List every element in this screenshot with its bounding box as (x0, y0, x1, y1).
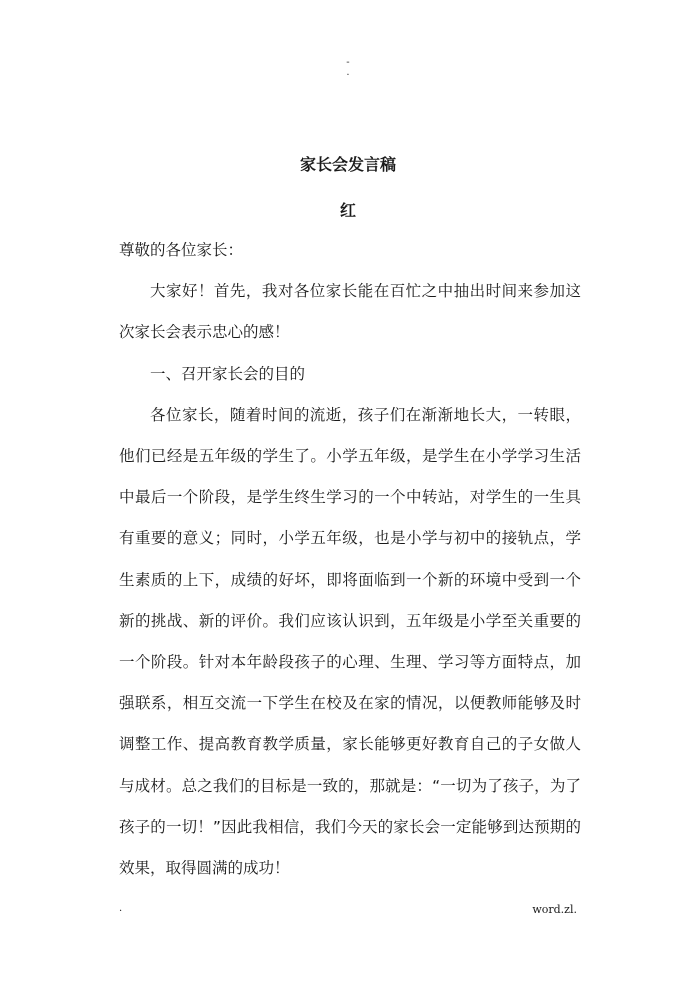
document-title: 家长会发言稿 (299, 155, 396, 174)
header-dash: - (346, 57, 350, 68)
footer-left-mark: . (119, 903, 123, 914)
page-header-marks (0, 58, 696, 78)
document-body (119, 230, 581, 889)
author-name: 红 (339, 201, 356, 220)
header-dot: . (346, 67, 350, 78)
greeting: 尊敬的各位家长： (119, 241, 244, 259)
paragraph-opening: 大家好！首先，我对各位家长能在百忙之中抽出时间来参加这次家长会表示忠心的感！ (119, 282, 581, 342)
section-heading: 一、召开家长会的目的 (150, 364, 306, 383)
paragraph-purpose: 各位家长，随着时间的流逝，孩子们在渐渐地长大，一转眼，他们已经是五年级的学生了。小学五年级，是学生在小学学习生活中最后一个阶段，是学生终生学习的一个中转站，对学生的一生具有重要的意义；同时，小学五年级，也是小学与初中的接轨点，学生素质的上下，成绩的好坏，即将面临到一个新的环境中受到一个新的挑战、新的评价。我们应该认识到，五年级是小学至关重要的一个阶段。针对本年龄段孩子的心理、生理、学习等方面特点，加强联系，相互交流一下学生在校及在家的情况，以便教师能够及时调整工作、提高教育教学质量，家长能够更好教育自己的子女做人与成材。总之我们的目标是一致的，那就是：“一切为了孩子，为了孩子的一切！”因此我相信，我们今天的家长会一定能够到达预期的效果，取得圆满的成功！ (119, 405, 581, 878)
footer-source: word.zl. (532, 903, 577, 916)
